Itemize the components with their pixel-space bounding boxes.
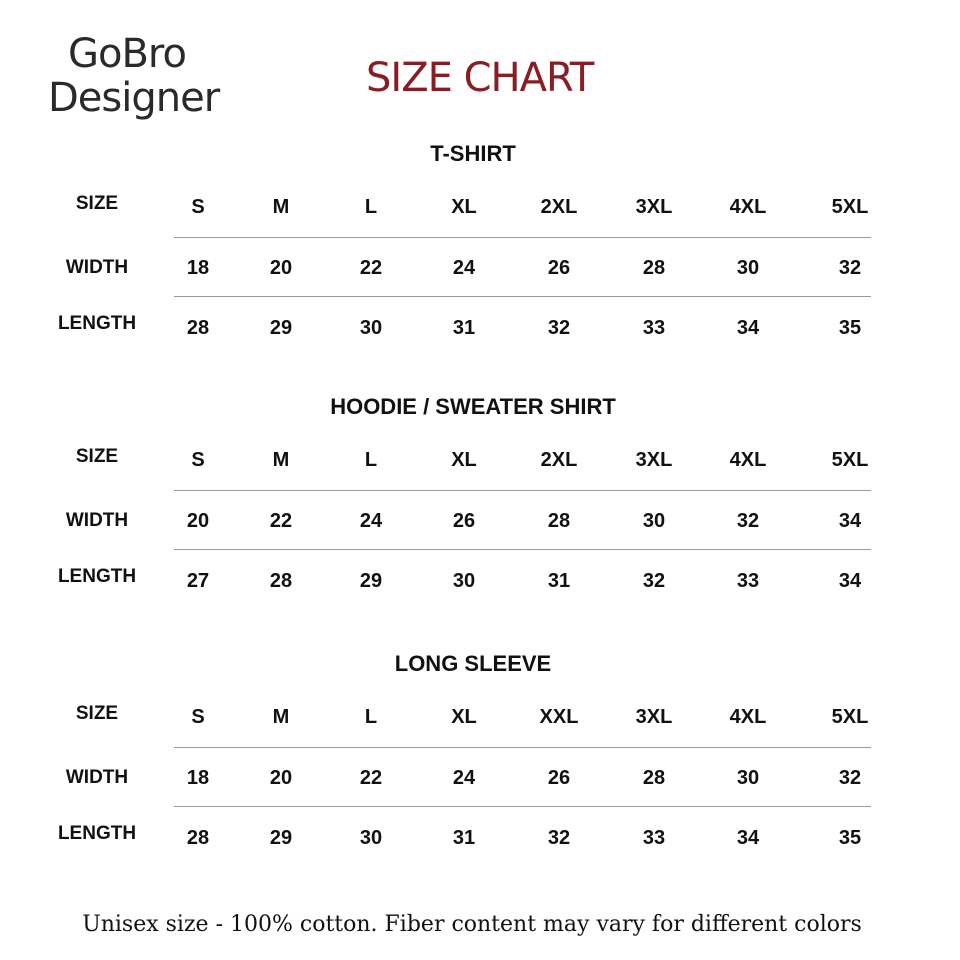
table-cell: 4XL	[729, 449, 767, 471]
table-cell: 32	[736, 510, 760, 532]
table-row-size	[0, 445, 960, 475]
section-title-t-shirt: T-SHIRT	[430, 141, 516, 166]
table-cell: 26	[547, 257, 571, 279]
table-cell: S	[191, 449, 205, 471]
table-cell: 31	[452, 317, 476, 339]
table-cell: 28	[186, 317, 210, 339]
row-divider	[174, 490, 871, 491]
table-cell: 2XL	[540, 449, 578, 471]
table-cell: 29	[269, 827, 293, 849]
table-cell: 28	[547, 510, 571, 532]
table-cell: 18	[186, 767, 210, 789]
row-label-length: LENGTH	[57, 313, 137, 334]
table-cell: L	[364, 196, 378, 218]
table-cell: 35	[838, 317, 862, 339]
footnote: Unisex size - 100% cotton. Fiber content may vary for different colors	[82, 912, 862, 937]
table-cell: 20	[186, 510, 210, 532]
table-cell: L	[364, 706, 378, 728]
row-label-length: LENGTH	[57, 566, 137, 587]
table-cell: 32	[547, 317, 571, 339]
table-cell: 26	[547, 767, 571, 789]
row-divider	[174, 296, 871, 297]
table-cell: XL	[451, 449, 477, 471]
table-cell: 24	[359, 510, 383, 532]
table-cell: 30	[736, 257, 760, 279]
table-row-length	[0, 313, 960, 343]
row-label-size: SIZE	[75, 446, 119, 467]
table-cell: 3XL	[635, 196, 673, 218]
table-cell: 2XL	[540, 196, 578, 218]
row-label-width: WIDTH	[65, 767, 129, 788]
table-cell: 22	[359, 257, 383, 279]
table-cell: XL	[451, 706, 477, 728]
table-cell: 22	[359, 767, 383, 789]
row-label-size: SIZE	[75, 193, 119, 214]
table-cell: 4XL	[729, 196, 767, 218]
table-cell: XXL	[539, 706, 579, 728]
table-cell: 30	[452, 570, 476, 592]
brand-logo	[48, 32, 228, 120]
table-cell: 18	[186, 257, 210, 279]
table-cell: 28	[186, 827, 210, 849]
table-cell: XL	[451, 196, 477, 218]
table-row-length	[0, 823, 960, 853]
table-cell: 32	[838, 257, 862, 279]
table-cell: L	[364, 449, 378, 471]
table-cell: 27	[186, 570, 210, 592]
table-cell: M	[272, 196, 290, 218]
row-divider	[174, 549, 871, 550]
page-title: SIZE CHART	[366, 55, 594, 101]
table-cell: 22	[269, 510, 293, 532]
brand-logo-line-1: GoBro	[68, 31, 186, 77]
row-divider	[174, 747, 871, 748]
table-cell: 30	[736, 767, 760, 789]
table-cell: 34	[838, 510, 862, 532]
table-row-size	[0, 192, 960, 222]
table-cell: 3XL	[635, 706, 673, 728]
table-cell: 33	[642, 317, 666, 339]
row-divider	[174, 806, 871, 807]
table-row-width	[0, 253, 960, 283]
table-cell: 34	[838, 570, 862, 592]
table-cell: 3XL	[635, 449, 673, 471]
table-cell: 30	[359, 317, 383, 339]
table-row-width	[0, 763, 960, 793]
row-divider	[174, 237, 871, 238]
table-cell: 28	[642, 767, 666, 789]
table-cell: 5XL	[831, 449, 869, 471]
table-cell: 5XL	[831, 706, 869, 728]
table-cell: 33	[736, 570, 760, 592]
brand-logo-line-2: Designer	[48, 75, 220, 121]
table-cell: 32	[838, 767, 862, 789]
table-cell: M	[272, 706, 290, 728]
table-cell: 31	[452, 827, 476, 849]
table-cell: 28	[269, 570, 293, 592]
table-row-width	[0, 506, 960, 536]
table-cell: 24	[452, 767, 476, 789]
table-cell: 31	[547, 570, 571, 592]
table-cell: 30	[359, 827, 383, 849]
row-label-width: WIDTH	[65, 510, 129, 531]
section-title-hoodie-sweater-shirt: HOODIE / SWEATER SHIRT	[330, 394, 616, 419]
table-cell: 20	[269, 767, 293, 789]
table-cell: 29	[359, 570, 383, 592]
table-cell: 28	[642, 257, 666, 279]
row-label-length: LENGTH	[57, 823, 137, 844]
table-cell: 5XL	[831, 196, 869, 218]
row-label-size: SIZE	[75, 703, 119, 724]
table-cell: 29	[269, 317, 293, 339]
table-cell: S	[191, 196, 205, 218]
table-cell: 32	[547, 827, 571, 849]
table-cell: 33	[642, 827, 666, 849]
table-cell: 35	[838, 827, 862, 849]
table-cell: M	[272, 449, 290, 471]
table-cell: 20	[269, 257, 293, 279]
table-row-length	[0, 566, 960, 596]
table-cell: S	[191, 706, 205, 728]
table-cell: 32	[642, 570, 666, 592]
table-cell: 30	[642, 510, 666, 532]
table-cell: 4XL	[729, 706, 767, 728]
section-title-long-sleeve: LONG SLEEVE	[394, 651, 552, 676]
table-cell: 34	[736, 317, 760, 339]
row-label-width: WIDTH	[65, 257, 129, 278]
table-cell: 26	[452, 510, 476, 532]
table-cell: 34	[736, 827, 760, 849]
table-cell: 24	[452, 257, 476, 279]
table-row-size	[0, 702, 960, 732]
